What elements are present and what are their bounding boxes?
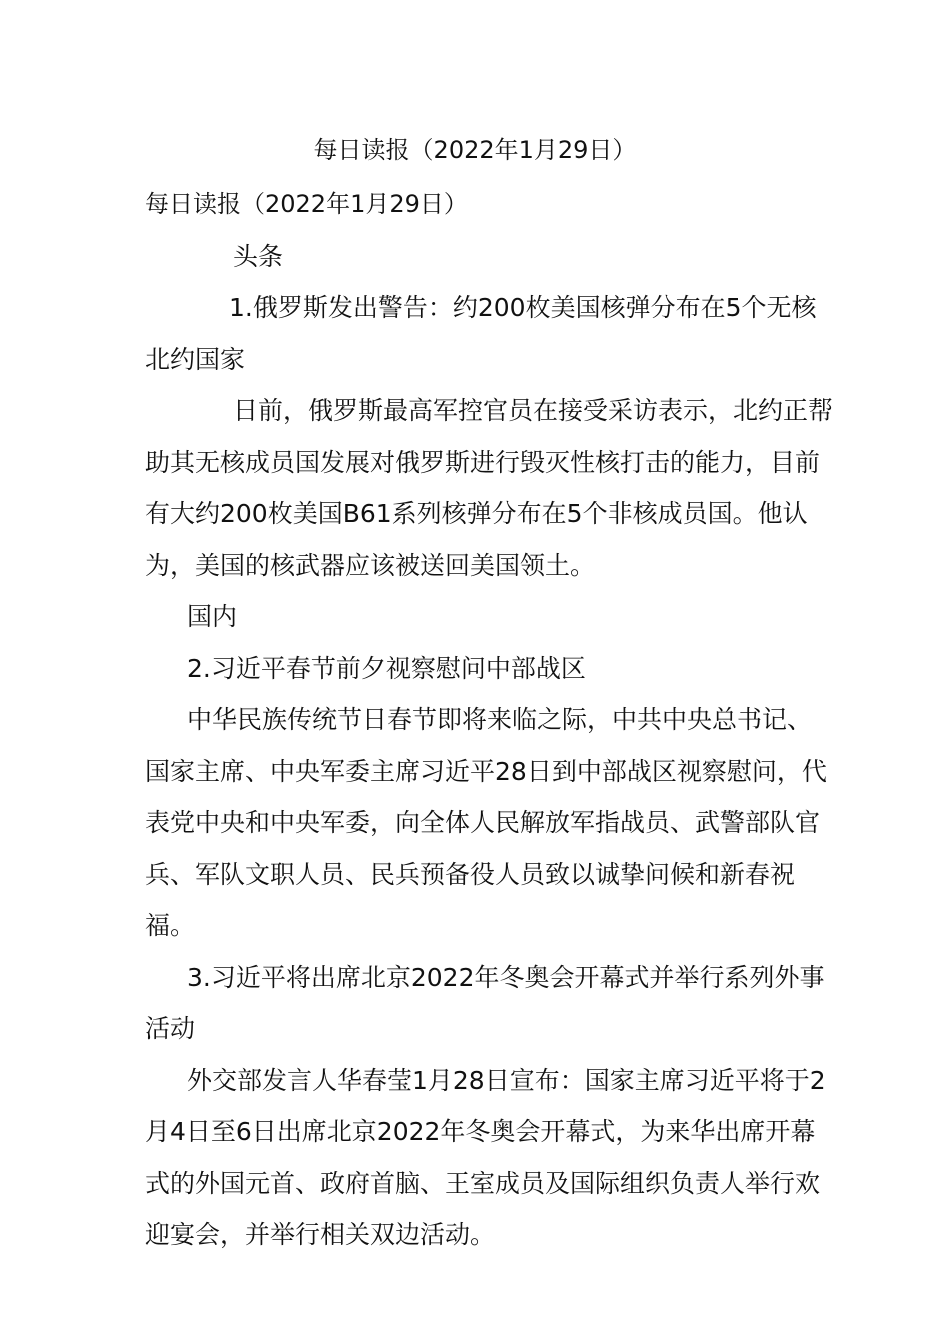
- section-label-domestic: 国内: [187, 602, 238, 631]
- headline-1: 1.俄罗斯发出警告：约200枚美国核弹分布在5个无核北约国家: [145, 293, 817, 374]
- section-label-headline: 头条: [233, 241, 284, 271]
- document-subtitle: 每日读报（2022年1月29日）: [145, 190, 468, 218]
- document-body: [145, 179, 835, 1261]
- document-title: 每日读报（2022年1月29日）: [313, 136, 637, 164]
- headline-2: 2.习近平春节前夕视察慰问中部战区: [187, 653, 586, 683]
- paragraph-3: 外交部发言人华春莹1月28日宣布：国家主席习近平将于2月4日至6日出席北京2022年冬奥会开幕式，为来华出席开幕式的外国元首、政府首脑、王室成员及国际组织负责人举行欢迎宴会，并举行相关双边活动。: [145, 1065, 826, 1249]
- paragraph-1: 日前，俄罗斯最高军控官员在接受采访表示，北约正帮助其无核成员国发展对俄罗斯进行毁灭性核打击的能力，目前有大约200枚美国B61系列核弹分布在5个非核成员国。他认为，美国的核武器应该被送回美国领土。: [145, 396, 834, 580]
- headline-3: 3.习近平将出席北京2022年冬奥会开幕式并举行系列外事活动: [145, 962, 825, 1043]
- paragraph-2: 中华民族传统节日春节即将来临之际，中共中央总书记、国家主席、中央军委主席习近平28日到中部战区视察慰问，代表党中央和中央军委，向全体人民解放军指战员、武警部队官兵、军队文职人员、民兵预备役人员致以诚挚问候和新春祝福。: [145, 705, 827, 940]
